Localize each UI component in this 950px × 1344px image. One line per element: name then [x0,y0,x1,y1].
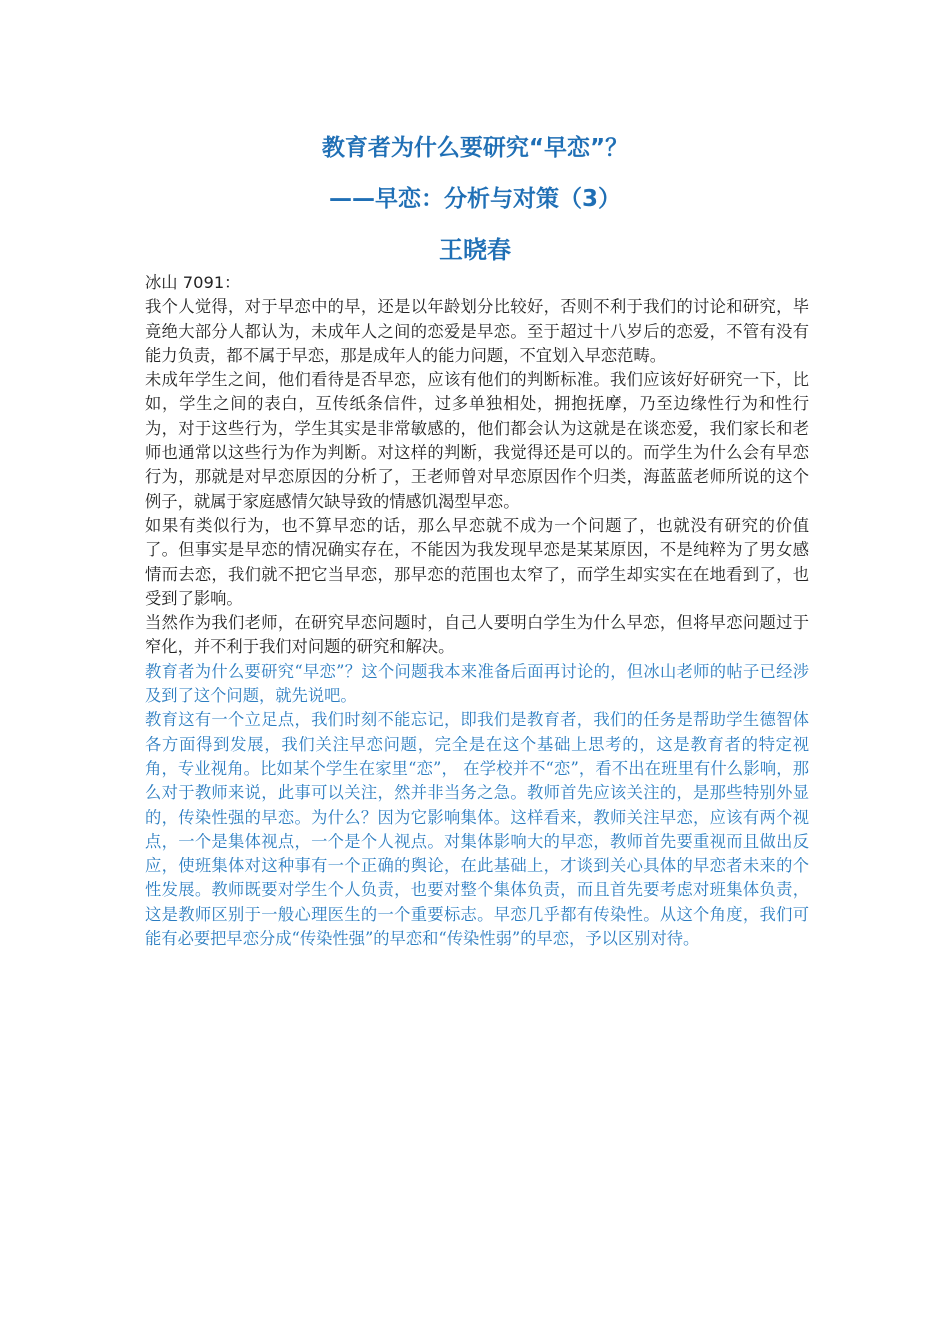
reply-paragraph-1: 教育者为什么要研究“早恋”？这个问题我本来准备后面再讨论的，但冰山老师的帖子已经涉及到了这个问题，就先说吧。 [145,661,809,706]
reply-paragraph-2: 教育这有一个立足点，我们时刻不能忘记，即我们是教育者，我们的任务是帮助学生德智体各方面得到发展，我们关注早恋问题，完全是在这个基础上思考的，这是教育者的特定视角，专业视角。比如某个学生在家里“恋”， 在学校并不“恋”，看不出在班里有什么影响，那么对于教师来说，此事可以关注，然并非当务之急。教师首先应该关注的，是那些特别外显的，传染性强的早恋。为什么？因为它影响集体。这样看来，教师关注早恋，应该有两个视点，一个是集体视点，一个是个人视点。对集体影响大的早恋，教师首先要重视而且做出反应，使班集体对这种事有一个正确的舆论，在此基础上，才谈到关心具体的早恋者未来的个性发展。教师既要对学生个人负责，也要对整个集体负责，而且首先要考虑对班集体负责，这是教师区别于一般心理医生的一个重要标志。早恋几乎都有传染性。从这个角度，我们可能有必要把早恋分成“传染性强”的早恋和“传染性弱”的早恋，予以区别对待。 [145,710,809,949]
post-paragraph-4: 当然作为我们老师，在研究早恋问题时，自己人要明白学生为什么早恋，但将早恋问题过于窄化，并不利于我们对问题的研究和解决。 [145,613,809,657]
post-username: 冰山 7091： [145,273,241,292]
document-subtitle: ——早恋：分析与对策（3） [328,186,621,212]
document-body [145,271,809,951]
document-author: 王晓春 [439,236,511,264]
post-paragraph-1: 我个人觉得，对于早恋中的早，还是以年龄划分比较好，否则不利于我们的讨论和研究，毕竟绝大部分人都认为，未成年人之间的恋爱是早恋。至于超过十八岁后的恋爱，不管有没有能力负责，都不属于早恋，那是成年人的能力问题，不宜划入早恋范畴。 [145,297,809,365]
post-paragraph-3: 如果有类似行为，也不算早恋的话，那么早恋就不成为一个问题了，也就没有研究的价值了。但事实是早恋的情况确实存在，不能因为我发现早恋是某某原因，不是纯粹为了男女感情而去恋，我们就不把它当早恋，那早恋的范围也太窄了，而学生却实实在在地看到了，也受到了影响。 [145,515,809,608]
document-title: 教育者为什么要研究“早恋”？ [321,135,629,161]
post-paragraph-2: 未成年学生之间，他们看待是否早恋，应该有他们的判断标准。我们应该好好研究一下，比如，学生之间的表白，互传纸条信件，过多单独相处，拥抱抚摩，乃至边缘性行为和性行为，对于这些行为，学生其实是非常敏感的，他们都会认为这就是在谈恋爱，我们家长和老师也通常以这些行为作为判断。对这样的判断，我觉得还是可以的。而学生为什么会有早恋行为，那就是对早恋原因的分析了，王老师曾对早恋原因作个归类，海蓝蓝老师所说的这个例子，就属于家庭感情欠缺导致的情感饥渴型早恋。 [145,370,809,511]
document-header [0,128,950,270]
